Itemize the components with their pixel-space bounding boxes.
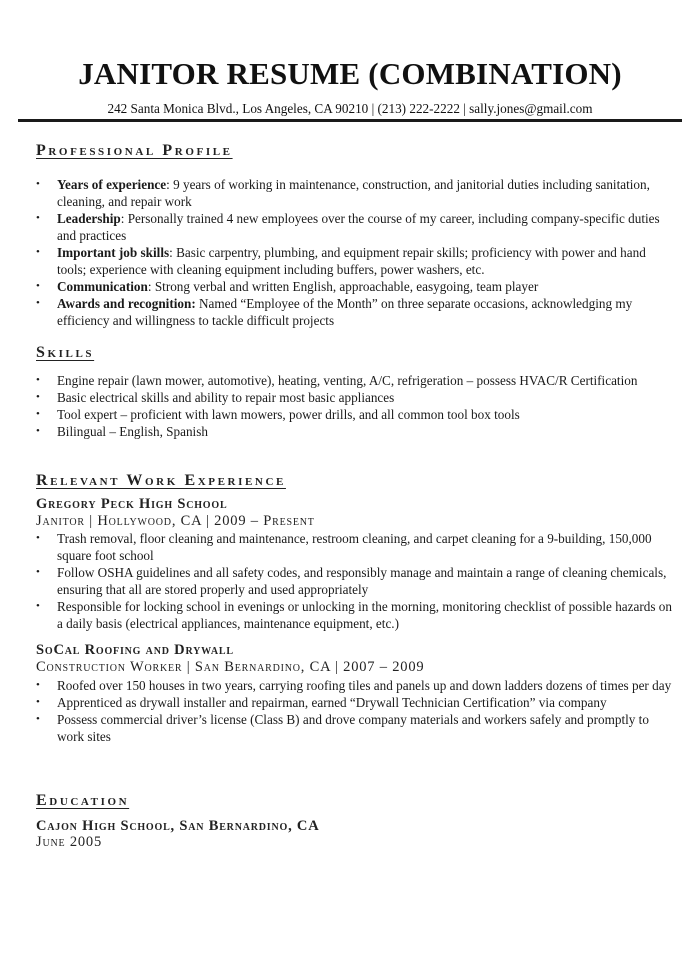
section-heading-profile: Professional Profile <box>36 142 233 159</box>
resume-title: JANITOR RESUME (COMBINATION) <box>78 56 622 91</box>
item-text: Named “Employee of the Month” on three separate occasions, acknowledging my efficiency and willingness to tackle difficult projects <box>57 296 633 328</box>
header-divider <box>18 119 682 122</box>
list-item: • Responsible for locking school in evenings or unlocking in the morning, monitoring checklist of possible hazards on a daily basis (electrical appliances, maintenance equipment, etc.) <box>36 598 676 632</box>
list-item: • Apprenticed as drywall installer and repairman, earned “Drywall Technician Certification” via company <box>36 694 676 711</box>
list-item: • Tool expert – proficient with lawn mowers, power drills, and all common tool box tools <box>36 406 676 423</box>
item-label: Awards and recognition: <box>57 296 196 311</box>
job-employer: Gregory Peck High School <box>36 496 228 512</box>
list-item: • Basic electrical skills and ability to repair most basic appliances <box>36 389 676 406</box>
job-role-line: Janitor | Hollywood, CA | 2009 – Present <box>36 513 315 529</box>
list-item <box>36 244 676 278</box>
list-item: • Engine repair (lawn mower, automotive), heating, venting, A/C, refrigeration – possess HVAC/R Certification <box>36 372 676 389</box>
list-item <box>36 278 676 295</box>
section-heading-skills: Skills <box>36 344 95 361</box>
education-date: June 2005 <box>36 834 103 850</box>
item-label: Communication <box>57 279 148 294</box>
job-role-line: Construction Worker | San Bernardino, CA | 2007 – 2009 <box>36 659 425 675</box>
job-bullets <box>36 677 676 745</box>
list-item: • Trash removal, floor cleaning and maintenance, restroom cleaning, and carpet cleaning for a 9-building, 150,000 square foot school <box>36 530 676 564</box>
list-item <box>36 210 676 244</box>
list-item <box>36 176 676 210</box>
item-text: : Basic carpentry, plumbing, and equipment repair skills; proficiency with power and hand tools; experience with cleaning equipment including buffers, power washers, etc. <box>57 245 646 277</box>
job-employer: SoCal Roofing and Drywall <box>36 642 234 658</box>
item-text: : Personally trained 4 new employees over the course of my career, including company-specific duties and practices <box>57 211 660 243</box>
education-school: Cajon High School, San Bernardino, CA <box>36 818 320 834</box>
list-item: • Follow OSHA guidelines and all safety codes, and responsibly manage and maintain a range of cleaning chemicals, ensuring that all are stored properly and used appropriately <box>36 564 676 598</box>
list-item: • Roofed over 150 houses in two years, carrying roofing tiles and panels up and down ladders dozens of times per day <box>36 677 676 694</box>
skills-list <box>36 372 676 440</box>
section-heading-experience: Relevant Work Experience <box>36 472 286 489</box>
item-label: Important job skills <box>57 245 170 260</box>
job-bullets <box>36 530 676 632</box>
list-item: • Possess commercial driver’s license (Class B) and drove company materials and workers safely and promptly to work sites <box>36 711 676 745</box>
contact-line: 242 Santa Monica Blvd., Los Angeles, CA 90210 | (213) 222-2222 | sally.jones@gmail.com <box>107 101 593 116</box>
list-item <box>36 295 676 329</box>
profile-list <box>36 176 676 329</box>
item-text: : Strong verbal and written English, approachable, easygoing, team player <box>147 279 539 294</box>
item-label: Years of experience <box>57 177 167 192</box>
list-item: • Bilingual – English, Spanish <box>36 423 676 440</box>
section-heading-education: Education <box>36 792 130 809</box>
item-text: : 9 years of working in maintenance, construction, and janitorial duties including sanitation, cleaning, and repair work <box>57 177 650 209</box>
item-label: Leadership <box>57 211 121 226</box>
